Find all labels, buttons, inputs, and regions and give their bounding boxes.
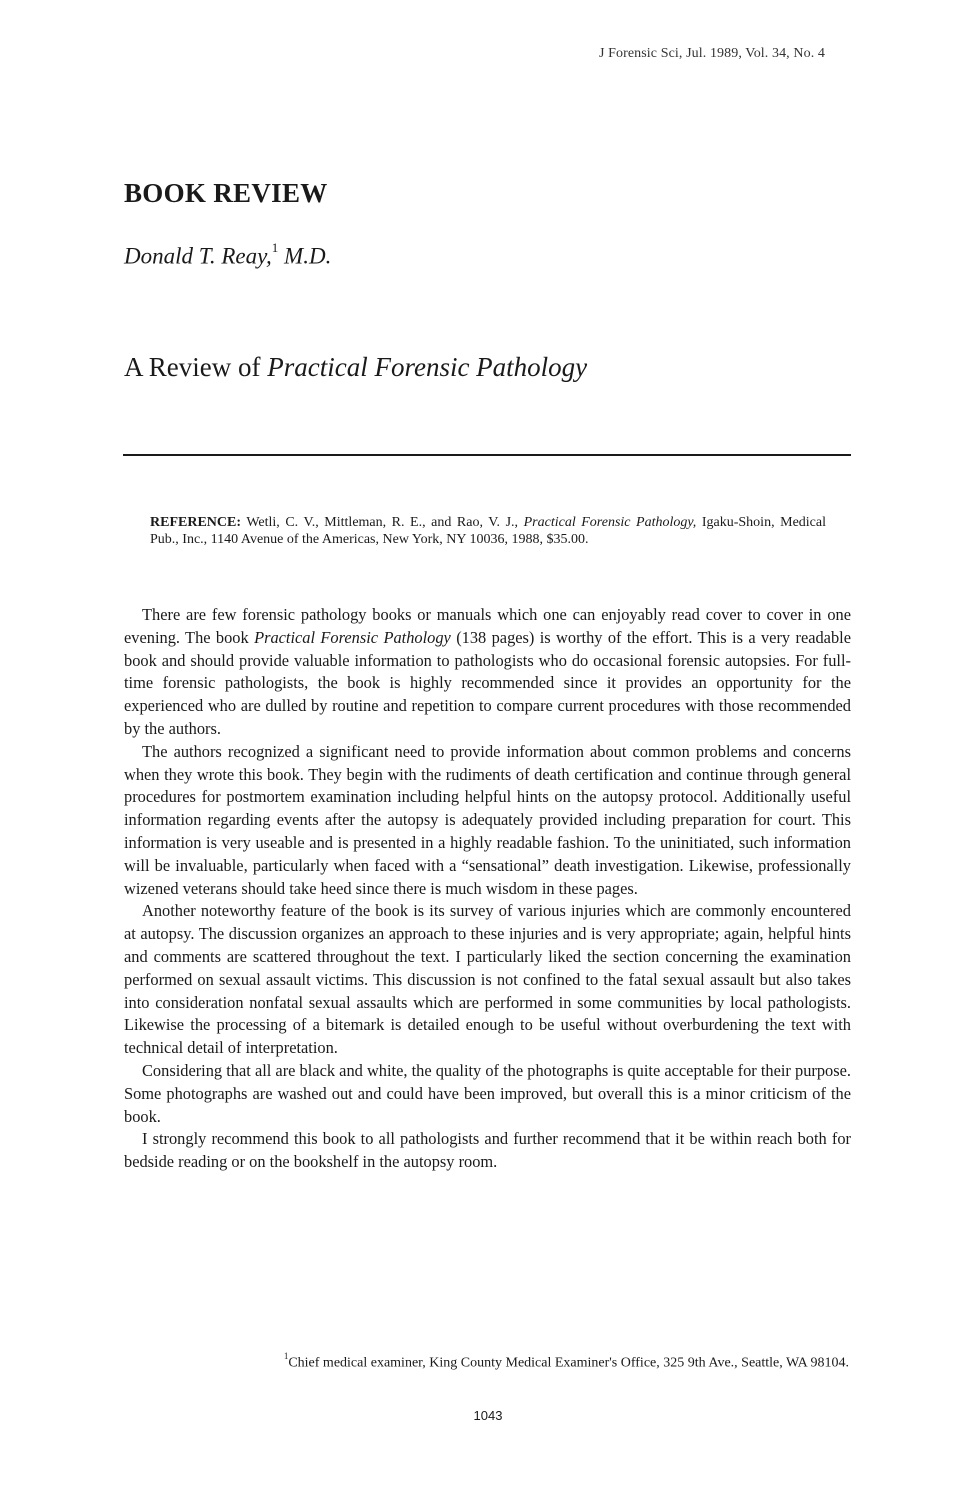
review-body	[124, 604, 851, 1174]
footnote-text: Chief medical examiner, King County Medical Examiner's Office, 325 9th Ave., Seattle, WA 98104.	[288, 1355, 849, 1371]
body-paragraph: Considering that all are black and white, the quality of the photographs is quite acceptable for their purpose. Some photographs are washed out and could have been improved, but overall this is a minor criticism of the book.	[124, 1060, 851, 1126]
reference-publisher: Igaku-Shoin, Medical Pub., Inc., 1140 Avenue of the Americas, New York, NY 10036, 1988, $35.00.	[150, 515, 826, 547]
page-number: 1043	[473, 1408, 503, 1423]
reference-authors: Wetli, C. V., Mittleman, R. E., and Rao, V. J.,	[246, 515, 519, 530]
body-book-title: Practical Forensic Pathology	[254, 627, 451, 647]
body-paragraph: There are few forensic pathology books or manuals which one can enjoyably read cover to cover in one evening. The book Practical Forensic Pathology (138 pages) is worthy of the effort. This is a very readable book and should provide valuable information to pathologists who do occasional forensic autopsies. For full-time forensic pathologists, the book is highly recommended since it provides an opportunity for the experienced who are dulled by routine and repetition to compare current procedures with those recommended by the authors.	[124, 605, 851, 738]
title-prefix: A Review of	[124, 352, 261, 382]
reference-label: REFERENCE:	[150, 515, 242, 530]
reference-book-title: Practical Forensic Pathology,	[523, 515, 697, 530]
footnote	[284, 1353, 849, 1372]
author-degree: M.D.	[284, 243, 332, 269]
author-footnote-mark: 1	[271, 240, 279, 255]
footnote-mark: 1	[283, 1351, 289, 1361]
author-line	[124, 240, 332, 270]
running-head: J Forensic Sci, Jul. 1989, Vol. 34, No. 4	[598, 46, 825, 61]
reference-block	[150, 514, 826, 548]
article-title	[124, 352, 587, 383]
body-paragraph: The authors recognized a significant need to provide information about common problems and concerns when they wrote this book. They begin with the rudiments of death certification and continue through general procedures for postmortem examination including helpful hints on the autopsy protocol. Additionally useful information regarding events after the autopsy is adequately provided including preparation for court. This information is very useable and is presented in a highly readable fashion. To the uninitiated, such information will be invaluable, particularly when faced with a “sensational” death investigation. Likewise, professionally wizened veterans should take heed since there is much wisdom in these pages.	[124, 741, 851, 898]
title-rule	[123, 454, 851, 456]
title-book-name: Practical Forensic Pathology	[267, 352, 588, 382]
body-paragraph: I strongly recommend this book to all pathologists and further recommend that it be within reach both for bedside reading or on the bookshelf in the autopsy room.	[124, 1129, 851, 1172]
body-paragraph: Another noteworthy feature of the book is its survey of various injuries which are commonly encountered at autopsy. The discussion organizes an approach to these injuries and is very appropriate; again, helpful hints and comments are scattered throughout the text. I particularly liked the section concerning the examination performed on sexual assault victims. This discussion is not confined to the fatal sexual assault but also takes into consideration nonfatal sexual assaults which are performed in some communities by local pathologists. Likewise the processing of a bitemark is detailed enough to be useful without overburdening the text with technical detail of interpretation.	[124, 901, 851, 1058]
author-name: Donald T. Reay,	[124, 243, 272, 269]
section-label: BOOK REVIEW	[124, 178, 328, 208]
